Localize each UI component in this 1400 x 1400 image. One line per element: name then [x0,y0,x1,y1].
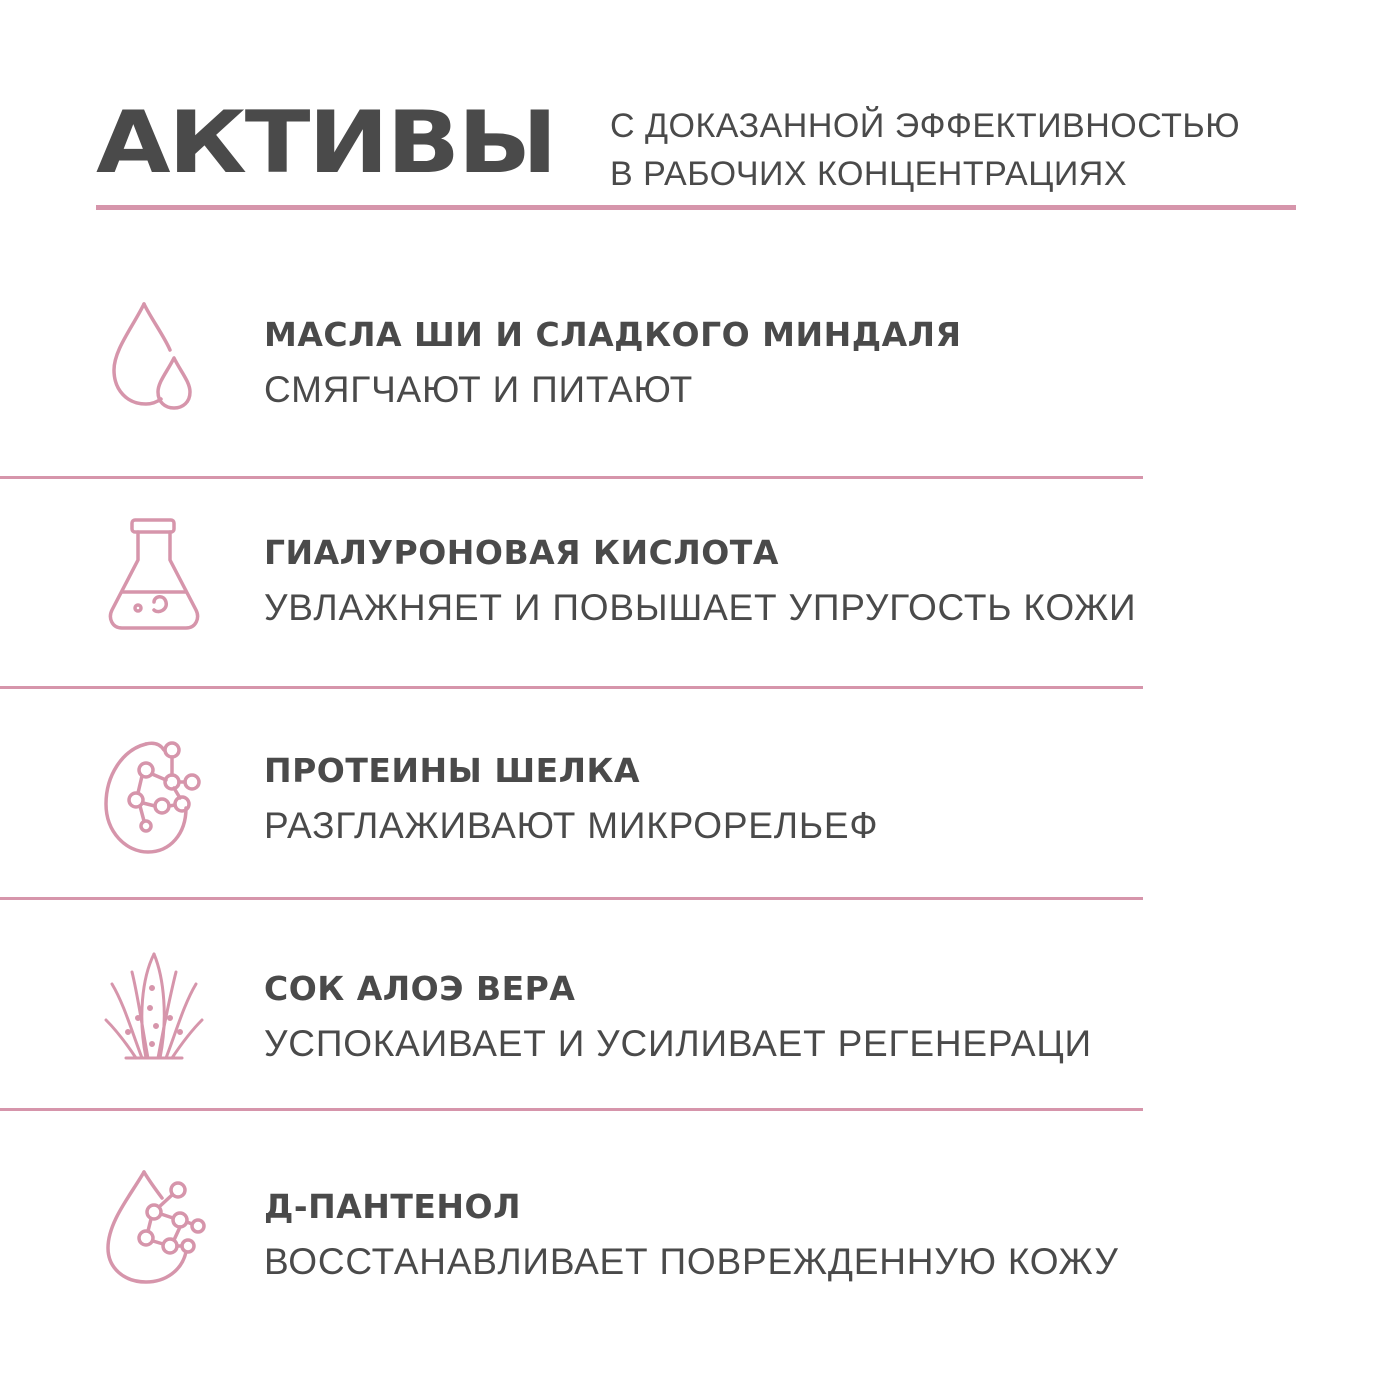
list-item [0,1162,1400,1362]
section-divider [0,1108,1143,1111]
item-description: ВОССТАНАВЛИВАЕТ ПОВРЕЖДЕННУЮ КОЖУ [264,1241,1119,1282]
flask-icon [102,514,206,634]
oil-drops-icon [102,300,206,420]
drop-molecule-icon [102,1166,206,1286]
page-subtitle [610,102,1240,198]
silk-protein-molecule-icon [102,736,206,856]
item-title: ПРОТЕИНЫ ШЕЛКА [264,751,641,790]
list-item [0,508,1400,708]
item-description: РАЗГЛАЖИВАЮТ МИКРОРЕЛЬЕФ [264,805,879,846]
section-divider [0,686,1143,689]
section-divider [0,476,1143,479]
item-title: ГИАЛУРОНОВАЯ КИСЛОТА [264,533,779,572]
page-title: АКТИВЫ [96,93,556,193]
item-title: Д-ПАНТЕНОЛ [264,1187,521,1226]
item-description: СМЯГЧАЮТ И ПИТАЮТ [264,369,694,410]
header [96,88,1296,218]
list-item [0,944,1400,1144]
item-title: МАСЛА ШИ И СЛАДКОГО МИНДАЛЯ [264,315,962,354]
section-divider [0,897,1143,900]
header-divider [96,205,1296,210]
subtitle-line-1: С ДОКАЗАННОЙ ЭФФЕКТИВНОСТЬЮ [610,107,1241,145]
subtitle-line-2: В РАБОЧИХ КОНЦЕНТРАЦИЯХ [610,155,1128,193]
item-description: УВЛАЖНЯЕТ И ПОВЫШАЕТ УПРУГОСТЬ КОЖИ [264,587,1137,628]
item-description: УСПОКАИВАЕТ И УСИЛИВАЕТ РЕГЕНЕРАЦИ [264,1023,1092,1064]
item-title: СОК АЛОЭ ВЕРА [264,969,576,1008]
list-item [0,290,1400,490]
aloe-icon [102,948,206,1068]
